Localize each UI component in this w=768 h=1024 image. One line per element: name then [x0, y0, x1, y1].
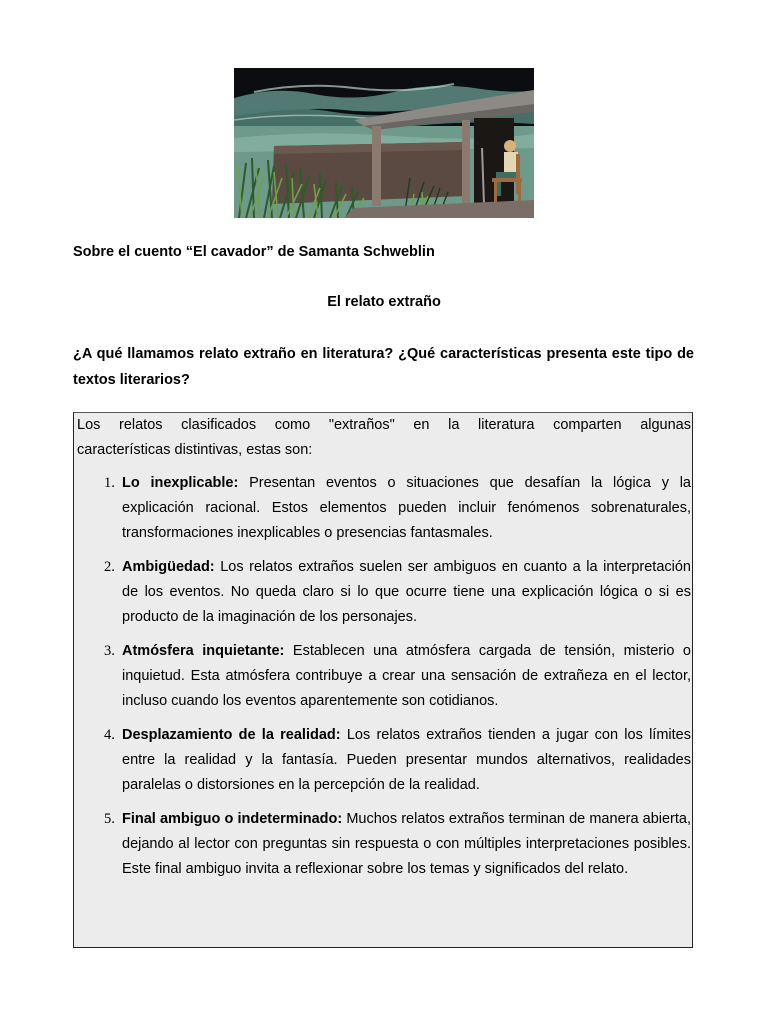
list-item-term: Lo inexplicable:: [122, 475, 239, 491]
list-item: [74, 807, 691, 882]
list-item-number: 3.: [104, 643, 115, 659]
section-heading-text: El relato extraño: [327, 294, 441, 310]
list-item-text: Los relatos extraños suelen ser ambiguos en cuanto a la interpretación de los eventos. No queda claro si lo que ocurre tiene una explicación lógica o si es producto de la imaginación de los personajes.: [122, 559, 691, 625]
list-item-term: Ambigüedad:: [122, 559, 215, 575]
list-item-term: Atmósfera inquietante:: [122, 643, 285, 659]
list-item-number: 1.: [104, 475, 115, 491]
list-item-number: 5.: [104, 811, 115, 827]
document-subtitle: Sobre el cuento “El cavador” de Samanta Schweblin: [73, 244, 435, 260]
list-item-text: Presentan eventos o situaciones que desafían la lógica y la explicación racional. Estos elementos pueden incluir fenómenos sobrenaturales, transformaciones inexplicables o presencias fantasmales.: [122, 475, 691, 541]
list-item-text: Muchos relatos extraños terminan de manera abierta, dejando al lector con preguntas sin respuesta o con múltiples interpretaciones posibles. Este final ambiguo invita a reflexionar sobre los temas y significados del relato.: [122, 811, 692, 877]
list-item-text: Establecen una atmósfera cargada de tensión, misterio o inquietud. Esta atmósfera contribuye a crear una sensación de extrañeza en el lector, incluso cuando los eventos aparentemente son cotidianos.: [122, 643, 691, 709]
list-item-number: 2.: [104, 559, 115, 575]
section-heading: [0, 294, 768, 310]
list-item: [74, 471, 691, 546]
characteristics-list: [74, 471, 691, 891]
guiding-question: ¿A qué llamamos relato extraño en literatura? ¿Qué características presenta este tipo de textos literarios?: [73, 346, 694, 388]
box-intro-line2: características distintivas, estas son:: [77, 442, 313, 458]
list-item-number: 4.: [104, 727, 115, 743]
list-item-term: Desplazamiento de la realidad:: [122, 727, 341, 743]
list-item-text: Los relatos extraños tienden a jugar con los límites entre la realidad y la fantasía. Pueden presentar mundos alternativos, realidades paralelas o distorsiones en la percepción de la realidad.: [122, 727, 691, 793]
list-item: [74, 639, 691, 714]
story-illustration: [234, 68, 534, 218]
list-item: [74, 723, 691, 798]
characteristics-box: [73, 412, 693, 948]
box-intro-line1: Los relatos clasificados como "extraños" en la literatura comparten algunas: [77, 417, 691, 433]
list-item-term: Final ambiguo o indeterminado:: [122, 811, 343, 827]
list-item: [74, 555, 691, 630]
box-intro: [77, 413, 691, 463]
